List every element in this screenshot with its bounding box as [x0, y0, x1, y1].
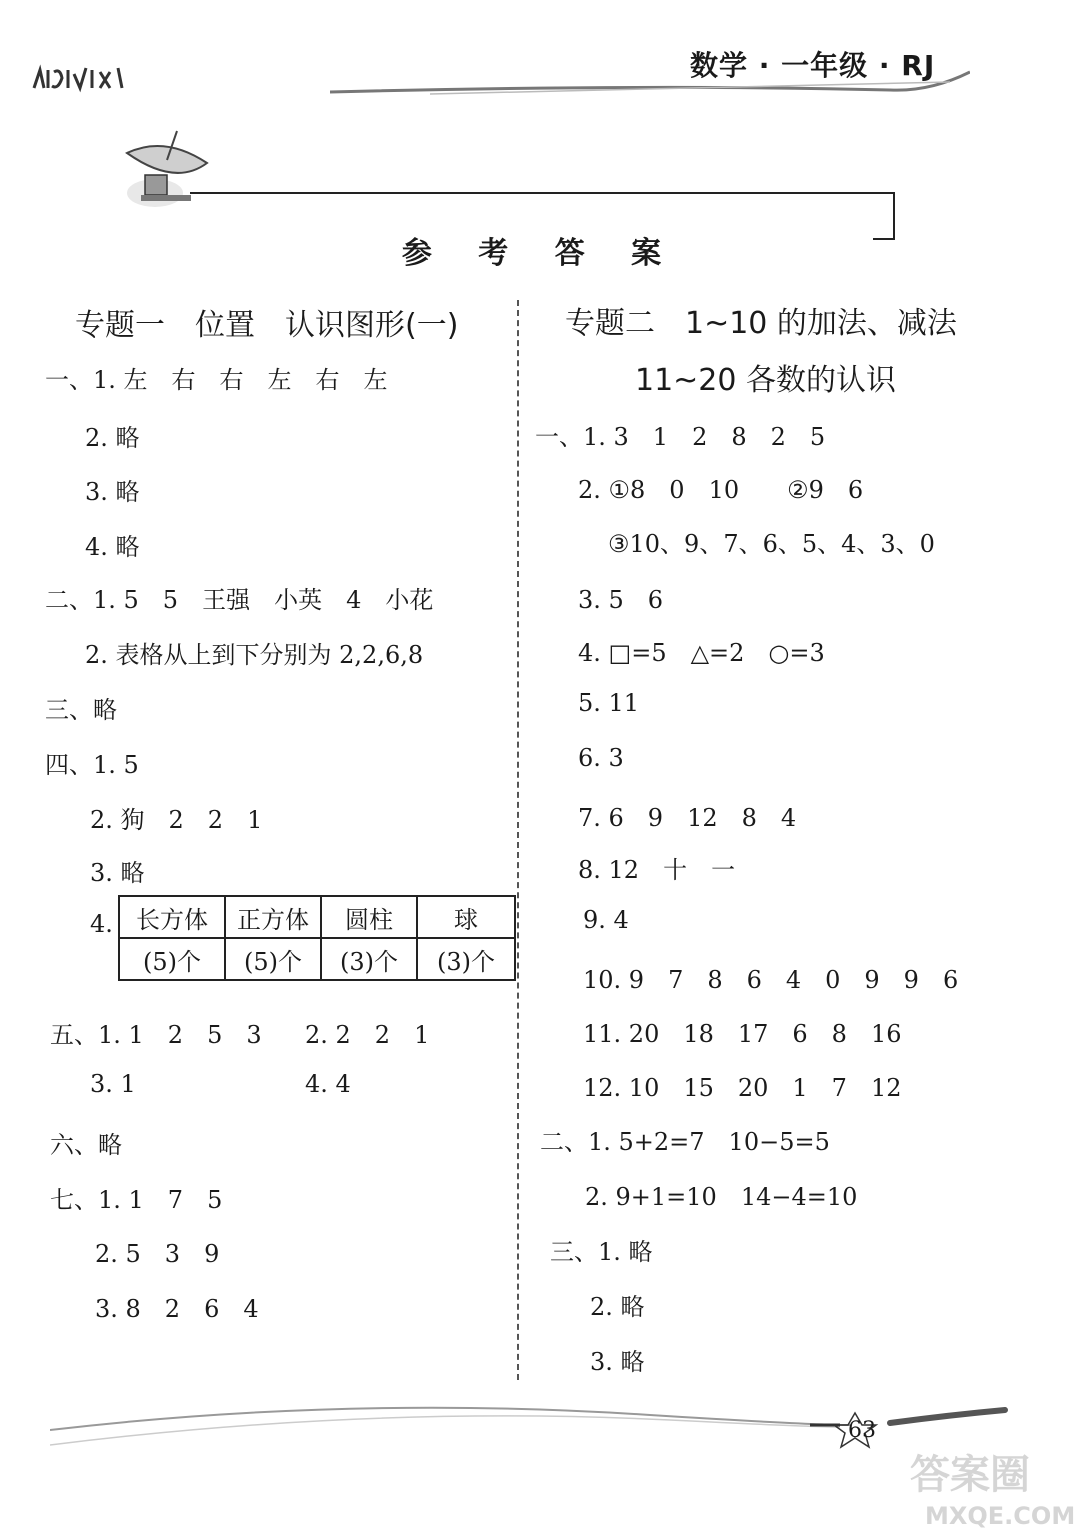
- answer-line: 2. 狗 2 2 1: [90, 806, 263, 834]
- answer-line: 4. □=5 △=2 ○=3: [578, 639, 825, 667]
- shapes-count-table: [118, 895, 516, 981]
- answer-line: 4. 4: [305, 1070, 351, 1098]
- answer-line: 3. 略: [85, 478, 140, 506]
- answer-line: 二、1. 5 5 王强 小英 4 小花: [45, 586, 434, 614]
- answer-line: 3. 5 6: [578, 586, 664, 614]
- table-header-cell: 长方体: [119, 896, 225, 938]
- answer-line: 三、1. 略: [550, 1238, 653, 1266]
- answer-line: 2. 5 3 9: [95, 1240, 220, 1268]
- logo-scribble-icon: [30, 58, 140, 98]
- answer-line: 3. 1: [90, 1070, 136, 1098]
- page-title: 参 考 答 案: [401, 236, 680, 271]
- watermark-logo: [905, 1440, 1075, 1530]
- answer-line: 一、1. 3 1 2 8 2 5: [535, 423, 826, 451]
- page-number: 63: [848, 1418, 876, 1443]
- answer-line: 六、略: [50, 1131, 122, 1159]
- answer-line: 12. 10 15 20 1 7 12: [583, 1074, 902, 1102]
- table-row: [119, 896, 515, 938]
- section-title-topic-2: 专题二 1~10 的加法、减法: [565, 306, 957, 341]
- answer-line: 2. 2 2 1: [305, 1021, 430, 1049]
- answer-line: 2. 表格从上到下分别为 2,2,6,8: [85, 641, 424, 669]
- table-header-cell: 圆柱: [321, 896, 417, 938]
- table-row: [119, 938, 515, 980]
- answer-line: 11. 20 18 17 6 8 16: [583, 1020, 902, 1048]
- svg-text:答案圈: 答案圈: [910, 1452, 1030, 1498]
- table-cell: (5)个: [119, 938, 225, 980]
- svg-text:MXQE.COM: MXQE.COM: [925, 1502, 1075, 1530]
- column-divider: [517, 300, 519, 1380]
- answer-line: 2. 略: [590, 1293, 645, 1321]
- satellite-dish-icon: [115, 125, 215, 215]
- answer-line: 2. 略: [85, 424, 140, 452]
- answer-line: 七、1. 1 7 5: [50, 1186, 223, 1214]
- table-cell: (3)个: [321, 938, 417, 980]
- answer-line: 4.: [90, 910, 113, 938]
- answer-line: 二、1. 5+2=7 10−5=5: [540, 1128, 830, 1156]
- answer-line: 8. 12 十 一: [578, 856, 736, 884]
- answer-line: 2. ①8 0 10 ②9 6: [578, 476, 864, 504]
- table-cell: (3)个: [417, 938, 515, 980]
- table-header-cell: 球: [417, 896, 515, 938]
- answer-line: 7. 6 9 12 8 4: [578, 804, 797, 832]
- answer-line: 10. 9 7 8 6 4 0 9 9 6: [583, 966, 959, 994]
- table-cell: (5)个: [225, 938, 321, 980]
- section-subtitle-topic-2: 11~20 各数的认识: [635, 363, 897, 398]
- answer-line: ③10、9、7、6、5、4、3、0: [608, 530, 935, 558]
- subject-grade-label: 数学 · 一年级 · RJ: [690, 49, 936, 82]
- answer-line: 四、1. 5: [45, 751, 139, 779]
- answer-line: 五、1. 1 2 5 3: [50, 1021, 262, 1049]
- answer-line: 6. 3: [578, 744, 624, 772]
- section-title-topic-1: 专题一 位置 认识图形(一): [75, 308, 459, 343]
- answer-line: 5. 11: [578, 689, 640, 717]
- title-rule: [190, 192, 895, 194]
- answer-line: 2. 9+1=10 14−4=10: [585, 1183, 858, 1211]
- table-header-cell: 正方体: [225, 896, 321, 938]
- answer-line: 9. 4: [583, 906, 629, 934]
- answer-line: 4. 略: [85, 533, 140, 561]
- answer-line: 3. 略: [590, 1348, 645, 1376]
- answer-line: 一、1. 左 右 右 左 右 左: [45, 366, 388, 394]
- answer-line: 3. 8 2 6 4: [95, 1295, 259, 1323]
- answer-line: 3. 略: [90, 859, 145, 887]
- answer-line: 三、略: [45, 696, 117, 724]
